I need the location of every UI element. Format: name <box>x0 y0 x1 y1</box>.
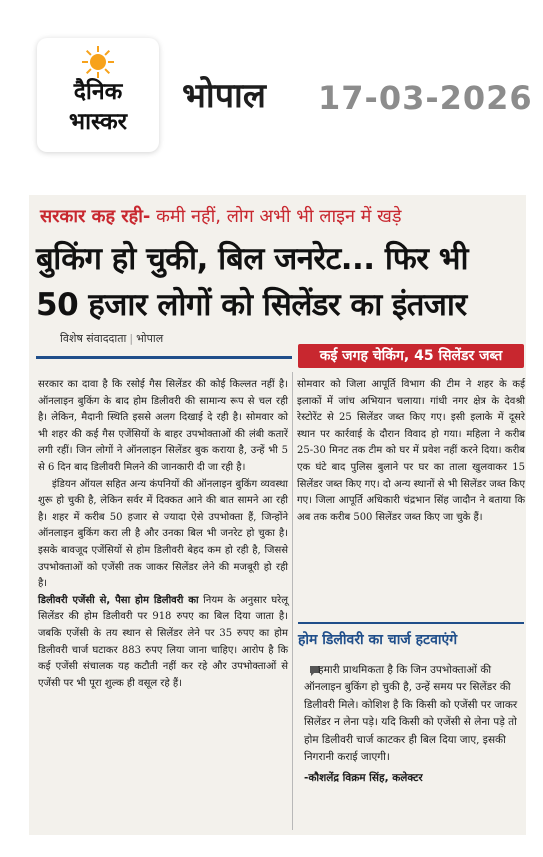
right-paragraph-1: सोमवार को जिला आपूर्ति विभाग की टीम ने शहर के कई इलाकों में जांच अभियान चलाया। गांधी नगर क्षेत्र के देवश्री रेस्टोरेंट से 25 सिलेंडर जब्त किए गए। इसी इलाके में दूसरे स्थान पर कार्रवाई के दौरान विवाद हो गया। महिला ने करीब 25-30 मिनट तक टीम को घर में प्रवेश नहीं करने दिया। करीब एक घंटे बाद पुलिस बुलाने पर घर का ताला खुलवाकर 15 सिलेंडर जब्त किए गए। दो अन्य स्थानों से भी सिलेंडर जब्त किए गए। जिला आपूर्ति अधिकारी चंद्रभान सिंह जादौन ने बताया कि अब तक करीब 500 सिलेंडर जब्त किए जा चुके हैं। <box>297 379 525 523</box>
logo-text-line1: दैनिक <box>73 79 123 105</box>
left-paragraph-2: इंडियन ऑयल सहित अन्य कंपनियों की ऑनलाइन बुकिंग व्यवस्था शुरू हो चुकी है, लेकिन सर्वर में दिक्कत आने की बात सामने आ रही है। शहर में करीब 50 हजार से ज्यादा ऐसे उपभोक्ता हैं, जिन्होंने ऑनलाइन बुकिंग करा ली है और उनका बिल भी जनरेट हो चुका है। इसके बावजूद एजेंसियों से होम डिलीवरी बेहद कम हो रही है, जिससे उपभोक्ताओं को एजेंसी तक जाकर सिलेंडर लेने की मजबूरी हो रही है। <box>38 478 288 590</box>
kicker-red: सरकार कह रही- <box>40 206 151 227</box>
headline <box>36 236 526 328</box>
collector-quote-box <box>298 622 524 829</box>
left-column <box>38 377 288 692</box>
left-paragraph-3 <box>38 593 288 693</box>
headline-line1: बुकिंग हो चुकी, बिल जनरेट... फिर भी <box>36 241 469 277</box>
quote-box-text <box>304 662 520 788</box>
headline-line2: 50 हजार लोगों को सिलेंडर का इंतजार <box>36 287 467 323</box>
column-divider <box>292 372 293 830</box>
dainik-bhaskar-logo <box>37 38 159 152</box>
byline-separator: | <box>129 332 134 345</box>
column-rule <box>36 356 292 359</box>
left-subhead: डिलीवरी एजेंसी से, पैसा होम डिलीवरी का <box>38 594 199 606</box>
kicker-rest: कमी नहीं, लोग अभी भी लाइन में खड़े <box>150 206 402 227</box>
page-header <box>0 0 543 180</box>
logo-text-line2: भास्कर <box>68 109 128 135</box>
left-paragraph-3-text: नियम के अनुसार घरेलू सिलेंडर की होम डिलीवरी पर 918 रुपए का बिल दिया जाता है। जबकि एजेंसी के तय स्थान से सिलेंडर लेने पर 35 रुपए का होम डिलीवरी चार्ज घटाकर 883 रुपए लिया जाना चाहिए। आरोप है कि कई एजेंसी संचालक यह कटौती नहीं कर रहे और उपभोक्ताओं से एजेंसी पर भी पूरा शुल्क ही वसूल रहे हैं। <box>38 594 288 689</box>
right-column <box>297 377 525 526</box>
left-paragraph-1: सरकार का दावा है कि रसोई गैस सिलेंडर की कोई किल्लत नहीं है। ऑनलाइन बुकिंग के बाद होम डिलीवरी की सामान्य रूप से चल रही है। लेकिन, मैदानी स्थिति इससे अलग दिखाई दे रही है। सोमवार को भी शहर की कई गैस एजेंसियों के बाहर उपभोक्ताओं की लंबी कतारें लगी रहीं। जिन लोगों ने ऑनलाइन सिलेंडर बुक कराया है, उन्हें भी 5 से 6 दिन बाद डिलीवरी मिलने की जानकारी दी जा रही है। <box>38 379 288 473</box>
quote-box-title: होम डिलीवरी का चार्ज हटवाएंगे <box>298 632 458 648</box>
subhead-tag: कई जगह चेकिंग, 45 सिलेंडर जब्त <box>298 344 524 368</box>
sun-icon <box>82 46 114 78</box>
quote-text: हमारी प्राथमिकता है कि जिन उपभोक्ताओं की ऑनलाइन बुकिंग हो चुकी है, उन्हें समय पर सिलेंडर की डिलीवरी मिले। कोशिश है कि किसी को एजेंसी पर जाकर सिलेंडर न लेना पड़े। यदि किसी को एजेंसी से लेना पड़े तो होम डिलीवरी चार्ज काटकर ही बिल दिया जाए, इसकी निगरानी कराई जाएगी। <box>304 664 518 764</box>
edition-date: 17-03-2026 <box>318 79 533 117</box>
byline-city: भोपाल <box>136 332 164 345</box>
byline <box>60 331 163 347</box>
kicker <box>40 203 402 231</box>
edition-city: भोपाल <box>182 76 266 116</box>
byline-reporter: विशेष संवाददाता <box>60 332 127 345</box>
quote-signature: -कौशलेंद्र विक्रम सिंह, कलेक्टर <box>304 772 423 785</box>
